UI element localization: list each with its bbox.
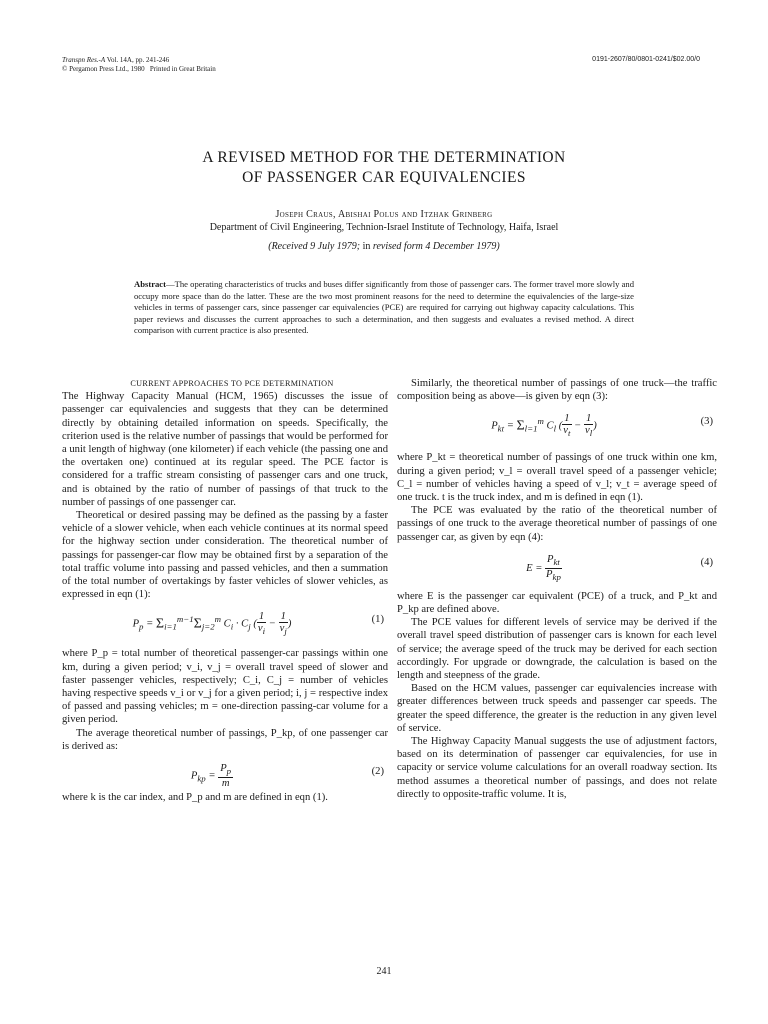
equation-1 [62, 601, 388, 647]
equation-body: $P_{kt} = \Sigma_{l=1}^m$ $C_l$ ( $\frac{1}{v_t}$ − $\frac{1}{v_l}$ ) [491, 413, 597, 439]
equation-number: (4) [700, 556, 713, 568]
equation-body: E = $\frac{P_{kt}}{P_{kp}}$ [526, 553, 561, 583]
equation-4 [397, 544, 717, 590]
abstract [134, 279, 634, 337]
equation-number: (1) [371, 614, 384, 626]
title-line-2: OF PASSENGER CAR EQUIVALENCIES [242, 169, 526, 186]
equation-number: (3) [700, 416, 713, 428]
abstract-text: —The operating characteristics of trucks and buses differ significantly from those of passenger cars. The former travel more slowly and occupy more space than do the latter. These are the two most prominent reasons for the need to determine the equivalencies of the large-size vehicles in terms of passenger cars, since passenger car equivalencies (PCE) are required for carrying out highway capacity calculations. This paper reviews and discusses the current approaches to such a determination, and then suggests and evaluates a revised method. A direct comparison with current practice is also presented. [134, 279, 634, 336]
equation-2 [62, 753, 388, 791]
paragraph: where P_kt = theoretical number of passings of one truck within one km, during a given period; v_l = overall travel speed of a passenger vehicle; C_l = number of vehicles having a speed of v_l; v_t = average speed of one truck. t is the truck index, and m is defined in eqn (1). [397, 452, 717, 504]
journal-code: 0191-2607/80/0801-0241/$02.00/0 [592, 56, 700, 63]
paragraph: where E is the passenger car equivalent (PCE) of a truck, and P_kt and P_kp are defined above. [397, 590, 717, 616]
paragraph: The PCE was evaluated by the ratio of the theoretical number of passings of one truck to the average theoretical number of passings of one passenger car, as given by eqn (4): [397, 505, 717, 543]
affiliation: Department of Civil Engineering, Technion-Israel Institute of Technology, Haifa, Israel [209, 222, 559, 233]
left-column [62, 377, 388, 804]
paragraph: The PCE values for different levels of service may be derived if the overall travel speed distribution of passenger cars is known for each level of service; the average speed of the truck may be derived for each section accordingly. For upgrade or downgrade, the calculation is based on the length and steepness of the grade. [397, 617, 717, 682]
publisher: © Pergamon Press Ltd., 1980 [62, 65, 145, 73]
received-dates: (Received 9 July 1979; in revised form 4 December 1979) [268, 241, 500, 252]
paragraph: where k is the car index, and P_p and m are defined in eqn (1). [62, 792, 328, 804]
abstract-label: Abstract [134, 279, 166, 289]
paragraph: where P_p = total number of theoretical passenger-car passings within one km, during a given period; v_i, v_j = overall travel speed of slower and faster passenger vehicles, respectively; C_i, C_j = number of vehicles having respective speeds v_i or v_j for a given period; i, j = respective index of passed and passing vehicles; m = one-direction passing-car volume for a given period. [62, 648, 388, 726]
paragraph: Based on the HCM values, passenger car equivalencies increase with greater differences between truck speeds and passenger car speeds. The greater the speed difference, the greater is the reduction in any given level of service. [397, 683, 717, 734]
paper-title [0, 148, 768, 188]
equation-body: $P_{kp}$ = $\frac{P_p}{m}$ [190, 763, 232, 790]
page-number: 241 [376, 966, 392, 977]
author-block [0, 208, 768, 234]
equation-body: $P_p = \Sigma_{i=1}^{m-1}\Sigma_{j=2}^m$ $C_i \cdot C_j$ ( $\frac{1}{v_i}$ − $\frac{1}{v_j}$ ) [132, 611, 292, 637]
journal-volume: Vol. 14A, pp. 241-246 [106, 56, 170, 64]
equation-3 [397, 403, 717, 451]
paragraph: Theoretical or desired passing may be defined as the passing by a faster vehicle of a slower vehicle, when each vehicle continues at its normal speed for the highway section under consideration. The theoretical number of passings for passenger-car flow may be obtained first by a separation of the total traffic volume into passing and passed vehicles, and then a summation of the total number of overtakings by faster vehicles of slower vehicles, as expressed in eqn (1): [62, 510, 388, 601]
right-column [397, 377, 717, 801]
equation-number: (2) [371, 766, 384, 778]
section-heading: CURRENT APPROACHES TO PCE DETERMINATION [130, 379, 334, 388]
author-names: Joseph Craus, Abishai Polus and Itzhak Grinberg [275, 209, 493, 220]
title-line-1: A REVISED METHOD FOR THE DETERMINATION [202, 149, 566, 166]
journal-citation [62, 56, 216, 74]
printed-in: Printed in Great Britain [149, 65, 216, 73]
paragraph: The average theoretical number of passings, P_kp, of one passenger car is derived as: [62, 727, 388, 752]
paragraph: The Highway Capacity Manual suggests the use of adjustment factors, based on its determination of passenger car equivalencies, for use in capacity or service volume calculations for an overall roadway section. Its method assumes a theoretical number of passings, and does not relate directly to opposite-traffic volume. It is, [397, 736, 717, 800]
paragraph: The Highway Capacity Manual (HCM, 1965) discusses the issue of passenger car equivalencies and suggests that they can be determined directly by obtaining detailed information on speeds. Specifically, the criterion used is the relative number of passings that would be performed for a unit length of highway (one kilometer) if each vehicle (the passing one and the overtaken one) continued at its regular speed. The PCE factor is considered for a traffic stream consisting of passenger cars and one truck, and is obtained by the ratio of number of passings of that truck to the number of passings of one passenger car. [62, 391, 388, 508]
journal-name: Transpn Res.-A [62, 56, 106, 64]
paragraph: Similarly, the theoretical number of passings of one truck—the traffic composition being as above—is given by eqn (3): [397, 378, 717, 403]
